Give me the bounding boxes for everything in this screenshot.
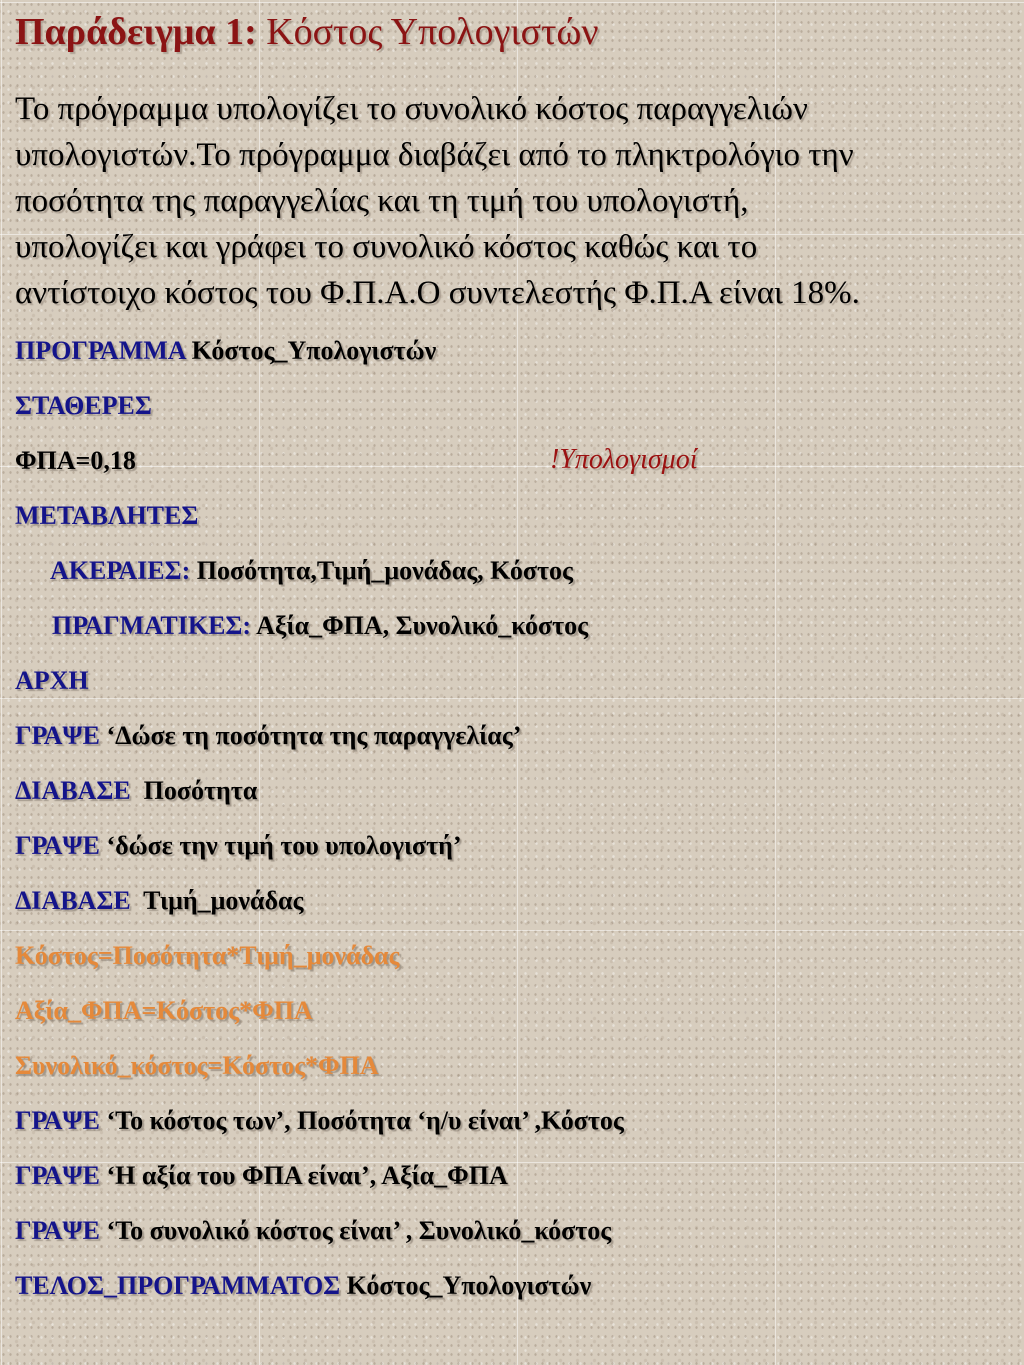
code-keyword: ΓΡΑΨΕ [15,1216,100,1245]
code-line-end-program [15,1258,624,1313]
code-text: Κόστος_Υπολογιστών [340,1271,592,1300]
problem-description [15,86,860,316]
code-keyword: ΣΤΑΘΕΡΕΣ [15,391,152,420]
code-text: Ποσότητα,Τιμή_μονάδας, Κόστος [190,556,574,585]
description-line: Το πρόγραμμα υπολογίζει το συνολικό κόστος παραγγελιών [15,91,808,127]
code-line-program [15,323,624,378]
code-line-write [15,1203,624,1258]
code-line-write [15,818,624,873]
code-line-begin [15,653,624,708]
pseudocode-block [15,323,624,1313]
code-text: Τιμή_μονάδας [130,886,304,915]
description-line: ποσότητα της παραγγελίας και τη τιμή του υπολογιστή, [15,183,749,219]
code-line-read [15,763,624,818]
code-line-assignment: Κόστος=Ποσότητα*Τιμή_μονάδας [15,941,400,970]
slide-title [15,10,599,54]
code-text: ‘δώσε την τιμή του υπολογιστή’ [100,831,462,860]
code-keyword: ΔΙΑΒΑΣΕ [15,776,131,805]
code-line-constants [15,378,624,433]
code-line-read [15,873,624,928]
title-topic: Κόστος Υπολογιστών [256,11,599,53]
code-text: ‘Δώσε τη ποσότητα της παραγγελίας’ [100,721,522,750]
code-keyword: ΓΡΑΨΕ [15,1106,100,1135]
code-text: ‘Το κόστος των’, Ποσότητα ‘η/υ είναι’ ,Κόστος [100,1106,624,1135]
code-text: Ποσότητα [130,776,258,805]
title-example-number: Παράδειγμα 1: [15,11,257,53]
code-line-reals [15,598,624,653]
code-keyword: ΤΕΛΟΣ_ΠΡΟΓΡΑΜΜΑΤΟΣ [15,1271,341,1300]
code-keyword: ΠΡΑΓΜΑΤΙΚΕΣ: [52,611,252,640]
code-keyword: ΑΚΕΡΑΙΕΣ: [50,556,191,585]
code-text: ‘Η αξία του ΦΠΑ είναι’, Αξία_ΦΠΑ [100,1161,508,1190]
code-keyword: ΑΡΧΗ [15,666,89,695]
description-line: υπολογίζει και γράφει το συνολικό κόστος καθώς και το [15,229,758,265]
code-text: Κόστος_Υπολογιστών [185,336,437,365]
code-line-write [15,1148,624,1203]
code-keyword: ΜΕΤΑΒΛΗΤΕΣ [15,501,199,530]
code-line-variables [15,488,624,543]
code-keyword: ΓΡΑΨΕ [15,831,100,860]
code-keyword: ΔΙΑΒΑΣΕ [15,886,131,915]
code-keyword: ΠΡΟΓΡΑΜΜΑ [15,336,186,365]
code-line-assignment: Συνολικό_κόστος=Κόστος*ΦΠΑ [15,1051,379,1080]
code-keyword: ΓΡΑΨΕ [15,721,100,750]
code-line-vat-constant [15,433,624,488]
code-line-write [15,1093,624,1148]
description-line: αντίστοιχο κόστος του Φ.Π.Α.Ο συντελεστής Φ.Π.Α είναι 18%. [15,275,860,311]
code-comment: !Υπολογισμοί [550,444,698,475]
code-text: ΦΠΑ=0,18 [15,446,136,475]
code-line-integers [15,543,624,598]
description-line: υπολογιστών.Το πρόγραμμα διαβάζει από το πληκτρολόγιο την [15,137,854,173]
code-keyword: ΓΡΑΨΕ [15,1161,100,1190]
code-text: ‘Το συνολικό κόστος είναι’ , Συνολικό_κόστος [100,1216,612,1245]
code-line-assignment: Αξία_ΦΠΑ=Κόστος*ΦΠΑ [15,996,313,1025]
code-text: Αξία_ΦΠΑ, Συνολικό_κόστος [251,611,589,640]
code-line-write [15,708,624,763]
